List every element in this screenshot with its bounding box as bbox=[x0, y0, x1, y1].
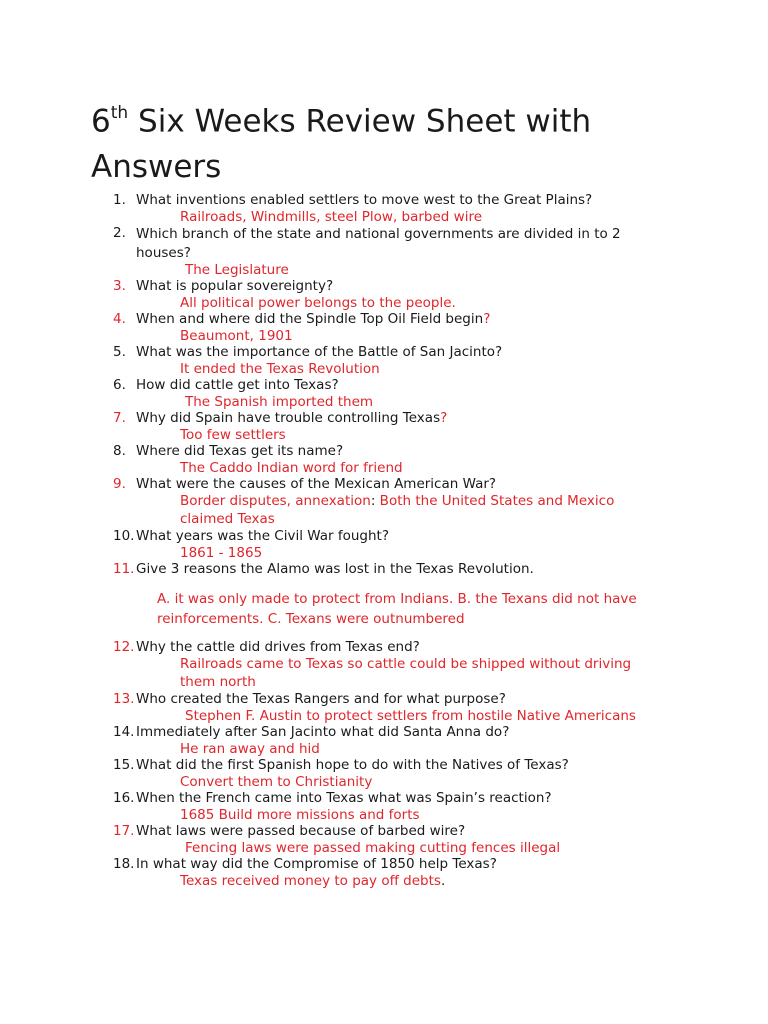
answer-text bbox=[180, 872, 445, 890]
answer-part-b: Both the United States and Mexico claimed Texas bbox=[180, 493, 615, 527]
question-number: 13. bbox=[113, 691, 135, 707]
question-text: Give 3 reasons the Alamo was lost in the Texas Revolution. bbox=[136, 561, 534, 577]
question-text: Where did Texas get its name? bbox=[136, 443, 344, 459]
question-number: 14. bbox=[113, 724, 135, 740]
question-text bbox=[136, 410, 636, 427]
question-text: In what way did the Compromise of 1850 help Texas? bbox=[136, 856, 497, 872]
answer-text: 1685 Build more missions and forts bbox=[180, 807, 420, 823]
question-number: 11. bbox=[113, 561, 135, 577]
title-text: Six Weeks Review Sheet with Answers bbox=[91, 103, 592, 186]
question-mark: ? bbox=[440, 410, 448, 426]
question-number: 6. bbox=[113, 377, 126, 393]
question-number: 7. bbox=[113, 410, 126, 426]
answer-body: Texas received money to pay off debts bbox=[180, 873, 441, 889]
answer-text: All political power belongs to the people. bbox=[180, 295, 456, 311]
question-number: 18. bbox=[113, 856, 135, 872]
answer-colon: : bbox=[370, 493, 376, 509]
question-number: 17. bbox=[113, 823, 135, 839]
question-text: What did the first Spanish hope to do with the Natives of Texas? bbox=[136, 757, 569, 773]
question-text-body: Why did Spain have trouble controlling Texas bbox=[136, 410, 441, 426]
question-mark: ? bbox=[483, 311, 491, 327]
question-number: 9. bbox=[113, 476, 126, 492]
question-text bbox=[136, 311, 636, 328]
question-text: Immediately after San Jacinto what did Santa Anna do? bbox=[136, 724, 510, 740]
title-superscript: th bbox=[110, 103, 129, 123]
answer-text: The Caddo Indian word for friend bbox=[180, 460, 403, 476]
question-number: 15. bbox=[113, 757, 135, 773]
answer-text: It ended the Texas Revolution bbox=[180, 361, 380, 377]
question-text: What years was the Civil War fought? bbox=[136, 528, 389, 544]
answer-text: Too few settlers bbox=[180, 427, 286, 443]
question-number: 10. bbox=[113, 528, 135, 544]
question-number: 2. bbox=[113, 225, 126, 241]
question-number: 5. bbox=[113, 344, 126, 360]
answer-text: Beaumont, 1901 bbox=[180, 328, 293, 344]
answer-text: He ran away and hid bbox=[180, 741, 320, 757]
question-text: What laws were passed because of barbed wire? bbox=[136, 823, 466, 839]
answer-period: . bbox=[440, 873, 446, 889]
question-text: How did cattle get into Texas? bbox=[136, 377, 339, 393]
question-text: What is popular sovereignty? bbox=[136, 278, 334, 294]
answer-text: The Spanish imported them bbox=[185, 394, 374, 410]
question-number: 1. bbox=[113, 192, 126, 208]
question-text-body: When and where did the Spindle Top Oil Field begin bbox=[136, 311, 484, 327]
answer-part-a: Border disputes, annexation bbox=[180, 493, 371, 509]
question-text: What were the causes of the Mexican American War? bbox=[136, 476, 497, 492]
question-number: 16. bbox=[113, 790, 135, 806]
question-text: What was the importance of the Battle of San Jacinto? bbox=[136, 344, 503, 360]
question-text: What inventions enabled settlers to move west to the Great Plains? bbox=[136, 192, 593, 208]
question-number: 8. bbox=[113, 443, 126, 459]
answer-text bbox=[180, 492, 650, 528]
answer-text: Convert them to Christianity bbox=[180, 774, 373, 790]
question-text: Which branch of the state and national governments are divided in to 2 houses? bbox=[136, 226, 621, 261]
answer-text: 1861 - 1865 bbox=[180, 545, 263, 561]
page-title bbox=[91, 92, 711, 190]
title-number: 6 bbox=[91, 103, 111, 140]
answer-text: Stephen F. Austin to protect settlers from hostile Native Americans bbox=[185, 708, 636, 724]
answer-text: Railroads, Windmills, steel Plow, barbed wire bbox=[180, 209, 483, 225]
question-number: 4. bbox=[113, 311, 126, 327]
answer-text: The Legislature bbox=[185, 262, 289, 278]
question-text: When the French came into Texas what was Spain’s reaction? bbox=[136, 790, 552, 806]
question-text: Who created the Texas Rangers and for what purpose? bbox=[136, 691, 506, 707]
answer-text: Railroads came to Texas so cattle could be shipped without driving them north bbox=[180, 656, 632, 690]
question-text: Why the cattle did drives from Texas end? bbox=[136, 639, 420, 655]
answer-text: Fencing laws were passed making cutting fences illegal bbox=[185, 840, 561, 856]
question-number: 12. bbox=[113, 639, 135, 655]
answer-text: A. it was only made to protect from Indians. B. the Texans did not have reinforcements. C. Texans were outnumbered bbox=[157, 591, 637, 627]
question-number: 3. bbox=[113, 278, 126, 294]
